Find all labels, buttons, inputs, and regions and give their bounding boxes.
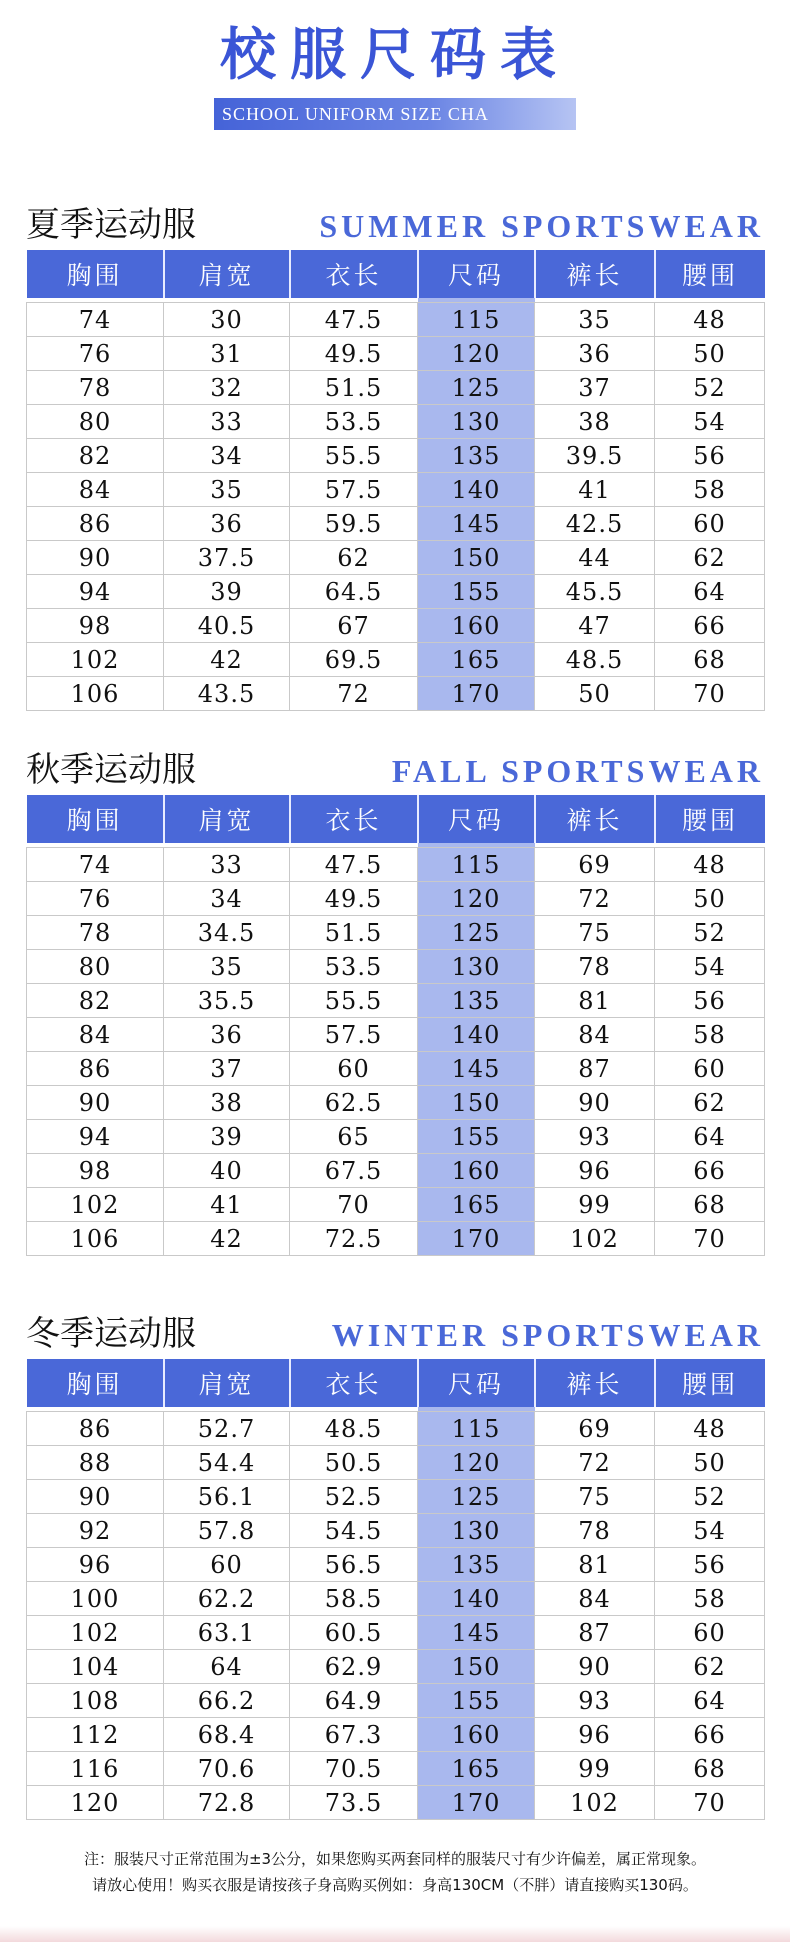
table-cell: 48 [655, 1412, 765, 1446]
table-cell: 69 [535, 848, 655, 882]
table-cell: 104 [27, 1650, 164, 1684]
table-cell: 102 [535, 1222, 655, 1256]
table-cell: 41 [535, 473, 655, 507]
column-header: 腰围 [655, 1359, 765, 1407]
column-header: 腰围 [655, 795, 765, 843]
table-row [27, 1154, 765, 1188]
table-cell: 37 [535, 371, 655, 405]
header [0, 23, 790, 130]
table-cell: 58 [655, 1018, 765, 1052]
table-cell: 70 [655, 1222, 765, 1256]
column-header: 肩宽 [164, 1359, 290, 1407]
table-cell: 64 [164, 1650, 290, 1684]
table-cell: 34.5 [164, 916, 290, 950]
table-cell: 86 [27, 1412, 164, 1446]
table-row [27, 507, 765, 541]
table-cell: 39.5 [535, 439, 655, 473]
table-cell: 80 [27, 405, 164, 439]
size-cell: 145 [418, 1616, 535, 1650]
table-cell: 86 [27, 1052, 164, 1086]
table-cell: 47.5 [290, 848, 418, 882]
column-header: 肩宽 [164, 795, 290, 843]
column-header: 衣长 [290, 250, 418, 298]
table-cell: 56 [655, 1548, 765, 1582]
table-cell: 35 [535, 303, 655, 337]
table-cell: 96 [535, 1718, 655, 1752]
table-cell: 53.5 [290, 950, 418, 984]
table-cell: 31 [164, 337, 290, 371]
table-cell: 50 [655, 337, 765, 371]
table-cell: 81 [535, 1548, 655, 1582]
table-cell: 96 [27, 1548, 164, 1582]
column-header: 尺码 [418, 1359, 535, 1407]
table-cell: 84 [535, 1018, 655, 1052]
table-cell: 87 [535, 1052, 655, 1086]
table-row [27, 1616, 765, 1650]
table-row [27, 439, 765, 473]
table-row [27, 1086, 765, 1120]
table-row [27, 473, 765, 507]
bottom-decoration [0, 1926, 790, 1942]
table-cell: 106 [27, 1222, 164, 1256]
table-row [27, 1718, 765, 1752]
column-header: 尺码 [418, 795, 535, 843]
table-cell: 98 [27, 1154, 164, 1188]
table-row [27, 848, 765, 882]
table-cell: 68 [655, 1752, 765, 1786]
table-cell: 72 [535, 1446, 655, 1480]
table-cell: 82 [27, 984, 164, 1018]
table-cell: 64.5 [290, 575, 418, 609]
table-row [27, 1684, 765, 1718]
table-cell: 74 [27, 303, 164, 337]
table-cell: 93 [535, 1684, 655, 1718]
table-cell: 56 [655, 439, 765, 473]
table-cell: 70 [655, 1786, 765, 1820]
table-row [27, 1548, 765, 1582]
table-cell: 52.7 [164, 1412, 290, 1446]
table-cell: 106 [27, 677, 164, 711]
table-cell: 53.5 [290, 405, 418, 439]
table-cell: 78 [535, 950, 655, 984]
table-cell: 88 [27, 1446, 164, 1480]
size-cell: 155 [418, 1684, 535, 1718]
size-cell: 125 [418, 371, 535, 405]
table-cell: 90 [535, 1086, 655, 1120]
table-cell: 72.8 [164, 1786, 290, 1820]
table-cell: 52 [655, 371, 765, 405]
table-cell: 62 [655, 1086, 765, 1120]
table-cell: 90 [535, 1650, 655, 1684]
table-cell: 60 [655, 1616, 765, 1650]
table-cell: 116 [27, 1752, 164, 1786]
size-cell: 125 [418, 916, 535, 950]
table-row [27, 1650, 765, 1684]
table-cell: 68 [655, 1188, 765, 1222]
size-cell: 160 [418, 1154, 535, 1188]
table-cell: 78 [27, 916, 164, 950]
table-row [27, 371, 765, 405]
table-cell: 100 [27, 1582, 164, 1616]
table-cell: 120 [27, 1786, 164, 1820]
size-cell: 155 [418, 1120, 535, 1154]
table-cell: 66 [655, 1718, 765, 1752]
table-cell: 70 [655, 677, 765, 711]
table-cell: 50 [535, 677, 655, 711]
table-cell: 48 [655, 303, 765, 337]
table-row [27, 1480, 765, 1514]
table-cell: 51.5 [290, 371, 418, 405]
note-line-1: 注：服装尺寸正常范围为±3公分，如果您购买两套同样的服装尺寸有少许偏差，属正常现象。 [83, 1850, 707, 1868]
table-cell: 51.5 [290, 916, 418, 950]
table-cell: 57.8 [164, 1514, 290, 1548]
table-row [27, 1052, 765, 1086]
note-line-2: 请放心使用！购买衣服是请按孩子身高购买例如：身高130CM（不胖）请直接购买130码。 [92, 1876, 698, 1894]
table-row [27, 1752, 765, 1786]
table-cell: 66 [655, 1154, 765, 1188]
table-cell: 90 [27, 1480, 164, 1514]
table-cell: 52 [655, 1480, 765, 1514]
table-cell: 40 [164, 1154, 290, 1188]
table-cell: 49.5 [290, 882, 418, 916]
table-cell: 58 [655, 473, 765, 507]
table-row [27, 1222, 765, 1256]
size-cell: 165 [418, 1752, 535, 1786]
size-section [26, 745, 764, 1256]
table-cell: 102 [27, 643, 164, 677]
table-cell: 84 [535, 1582, 655, 1616]
table-cell: 78 [27, 371, 164, 405]
section-header [26, 200, 764, 244]
table-cell: 57.5 [290, 473, 418, 507]
table-cell: 60 [290, 1052, 418, 1086]
size-cell: 160 [418, 1718, 535, 1752]
table-cell: 64 [655, 575, 765, 609]
size-cell: 130 [418, 950, 535, 984]
table-cell: 54 [655, 1514, 765, 1548]
size-cell: 170 [418, 1786, 535, 1820]
table-cell: 70.6 [164, 1752, 290, 1786]
table-row [27, 405, 765, 439]
table-cell: 86 [27, 507, 164, 541]
table-cell: 76 [27, 337, 164, 371]
table-cell: 69.5 [290, 643, 418, 677]
table-header-row [27, 1359, 765, 1407]
table-cell: 99 [535, 1752, 655, 1786]
table-header-row [27, 250, 765, 298]
table-cell: 82 [27, 439, 164, 473]
table-cell: 45.5 [535, 575, 655, 609]
table-cell: 94 [27, 1120, 164, 1154]
table-cell: 56 [655, 984, 765, 1018]
table-cell: 52 [655, 916, 765, 950]
table-cell: 68 [655, 643, 765, 677]
column-header: 衣长 [290, 795, 418, 843]
table-cell: 38 [535, 405, 655, 439]
table-cell: 69 [535, 1412, 655, 1446]
table-cell: 102 [27, 1188, 164, 1222]
table-row [27, 1582, 765, 1616]
size-cell: 170 [418, 1222, 535, 1256]
table-cell: 36 [535, 337, 655, 371]
table-row [27, 1514, 765, 1548]
table-cell: 48.5 [535, 643, 655, 677]
table-cell: 72.5 [290, 1222, 418, 1256]
column-header: 衣长 [290, 1359, 418, 1407]
table-cell: 44 [535, 541, 655, 575]
table-cell: 60 [164, 1548, 290, 1582]
table-cell: 60.5 [290, 1616, 418, 1650]
table-cell: 50 [655, 882, 765, 916]
table-cell: 56.1 [164, 1480, 290, 1514]
table-cell: 55.5 [290, 984, 418, 1018]
section-title-cn: 冬季运动服 [26, 1314, 196, 1354]
table-cell: 67.5 [290, 1154, 418, 1188]
table-cell: 98 [27, 609, 164, 643]
table-row [27, 950, 765, 984]
table-cell: 62.2 [164, 1582, 290, 1616]
table-cell: 42.5 [535, 507, 655, 541]
table-cell: 52.5 [290, 1480, 418, 1514]
section-title-en: SUMMER SPORTSWEAR [319, 208, 764, 244]
section-header [26, 745, 764, 789]
size-cell: 120 [418, 337, 535, 371]
page-subtitle: SCHOOL UNIFORM SIZE CHA [214, 98, 576, 130]
size-cell: 120 [418, 1446, 535, 1480]
column-header: 胸围 [27, 1359, 164, 1407]
table-cell: 37 [164, 1052, 290, 1086]
table-cell: 75 [535, 916, 655, 950]
column-header: 裤长 [535, 250, 655, 298]
table-cell: 62 [655, 541, 765, 575]
table-cell: 74 [27, 848, 164, 882]
table-cell: 67 [290, 609, 418, 643]
table-cell: 35 [164, 473, 290, 507]
table-cell: 75 [535, 1480, 655, 1514]
size-cell: 130 [418, 1514, 535, 1548]
size-cell: 170 [418, 677, 535, 711]
table-cell: 72 [290, 677, 418, 711]
column-header: 尺码 [418, 250, 535, 298]
table-cell: 37.5 [164, 541, 290, 575]
size-cell: 115 [418, 1412, 535, 1446]
table-cell: 58 [655, 1582, 765, 1616]
table-cell: 36 [164, 507, 290, 541]
size-cell: 140 [418, 473, 535, 507]
table-cell: 64 [655, 1120, 765, 1154]
table-cell: 33 [164, 405, 290, 439]
table-cell: 50 [655, 1446, 765, 1480]
section-title-cn: 夏季运动服 [26, 205, 196, 245]
table-cell: 32 [164, 371, 290, 405]
table-cell: 70.5 [290, 1752, 418, 1786]
section-title-en: FALL SPORTSWEAR [391, 753, 764, 789]
table-cell: 39 [164, 1120, 290, 1154]
table-cell: 64.9 [290, 1684, 418, 1718]
table-cell: 43.5 [164, 677, 290, 711]
size-cell: 115 [418, 303, 535, 337]
table-row [27, 1446, 765, 1480]
table-cell: 70 [290, 1188, 418, 1222]
table-cell: 84 [27, 473, 164, 507]
size-cell: 150 [418, 1086, 535, 1120]
table-row [27, 882, 765, 916]
size-cell: 135 [418, 1548, 535, 1582]
size-cell: 165 [418, 643, 535, 677]
table-cell: 30 [164, 303, 290, 337]
table-cell: 99 [535, 1188, 655, 1222]
size-section [26, 1309, 764, 1820]
table-row [27, 984, 765, 1018]
size-cell: 145 [418, 507, 535, 541]
size-cell: 155 [418, 575, 535, 609]
size-cell: 120 [418, 882, 535, 916]
table-row [27, 643, 765, 677]
table-row [27, 677, 765, 711]
column-header: 胸围 [27, 795, 164, 843]
table-row [27, 1412, 765, 1446]
table-cell: 54 [655, 950, 765, 984]
table-cell: 40.5 [164, 609, 290, 643]
table-row [27, 1188, 765, 1222]
table-cell: 73.5 [290, 1786, 418, 1820]
table-cell: 59.5 [290, 507, 418, 541]
table-cell: 68.4 [164, 1718, 290, 1752]
table-cell: 49.5 [290, 337, 418, 371]
table-row [27, 1786, 765, 1820]
table-cell: 42 [164, 643, 290, 677]
table-cell: 72 [535, 882, 655, 916]
size-note [0, 1846, 790, 1898]
section-title-en: WINTER SPORTSWEAR [331, 1317, 764, 1353]
table-row [27, 337, 765, 371]
section-header [26, 1309, 764, 1353]
size-cell: 165 [418, 1188, 535, 1222]
table-row [27, 609, 765, 643]
size-cell: 115 [418, 848, 535, 882]
table-cell: 63.1 [164, 1616, 290, 1650]
table-cell: 34 [164, 439, 290, 473]
table-cell: 84 [27, 1018, 164, 1052]
table-cell: 66.2 [164, 1684, 290, 1718]
column-header: 裤长 [535, 1359, 655, 1407]
table-cell: 81 [535, 984, 655, 1018]
table-cell: 90 [27, 1086, 164, 1120]
table-cell: 57.5 [290, 1018, 418, 1052]
table-row [27, 303, 765, 337]
table-cell: 90 [27, 541, 164, 575]
page-title: 校服尺码表 [220, 23, 570, 88]
table-cell: 78 [535, 1514, 655, 1548]
table-cell: 62.5 [290, 1086, 418, 1120]
table-cell: 58.5 [290, 1582, 418, 1616]
table-cell: 41 [164, 1188, 290, 1222]
table-cell: 47.5 [290, 303, 418, 337]
size-table [26, 250, 765, 711]
table-cell: 38 [164, 1086, 290, 1120]
table-cell: 102 [535, 1786, 655, 1820]
size-cell: 160 [418, 609, 535, 643]
table-row [27, 1018, 765, 1052]
table-cell: 48 [655, 848, 765, 882]
table-cell: 48.5 [290, 1412, 418, 1446]
table-cell: 56.5 [290, 1548, 418, 1582]
size-cell: 140 [418, 1018, 535, 1052]
table-cell: 47 [535, 609, 655, 643]
table-cell: 87 [535, 1616, 655, 1650]
size-cell: 150 [418, 541, 535, 575]
column-header: 裤长 [535, 795, 655, 843]
table-cell: 54 [655, 405, 765, 439]
table-cell: 54.4 [164, 1446, 290, 1480]
table-cell: 67.3 [290, 1718, 418, 1752]
section-title-cn: 秋季运动服 [26, 750, 196, 790]
table-cell: 66 [655, 609, 765, 643]
table-cell: 60 [655, 1052, 765, 1086]
table-cell: 112 [27, 1718, 164, 1752]
table-cell: 54.5 [290, 1514, 418, 1548]
table-cell: 39 [164, 575, 290, 609]
table-cell: 60 [655, 507, 765, 541]
size-cell: 140 [418, 1582, 535, 1616]
table-row [27, 916, 765, 950]
column-header: 肩宽 [164, 250, 290, 298]
table-cell: 80 [27, 950, 164, 984]
size-cell: 150 [418, 1650, 535, 1684]
size-table [26, 795, 765, 1256]
table-cell: 35 [164, 950, 290, 984]
table-cell: 64 [655, 1684, 765, 1718]
size-cell: 145 [418, 1052, 535, 1086]
table-row [27, 575, 765, 609]
table-cell: 65 [290, 1120, 418, 1154]
table-cell: 34 [164, 882, 290, 916]
size-cell: 130 [418, 405, 535, 439]
size-cell: 125 [418, 1480, 535, 1514]
table-row [27, 541, 765, 575]
size-cell: 135 [418, 439, 535, 473]
table-cell: 50.5 [290, 1446, 418, 1480]
table-cell: 42 [164, 1222, 290, 1256]
table-header-row [27, 795, 765, 843]
table-cell: 108 [27, 1684, 164, 1718]
size-table [26, 1359, 765, 1820]
column-header: 胸围 [27, 250, 164, 298]
table-cell: 102 [27, 1616, 164, 1650]
table-cell: 62 [290, 541, 418, 575]
size-cell: 135 [418, 984, 535, 1018]
size-section [26, 200, 764, 711]
table-cell: 62.9 [290, 1650, 418, 1684]
table-cell: 36 [164, 1018, 290, 1052]
table-row [27, 1120, 765, 1154]
table-cell: 93 [535, 1120, 655, 1154]
table-cell: 35.5 [164, 984, 290, 1018]
table-cell: 92 [27, 1514, 164, 1548]
table-cell: 76 [27, 882, 164, 916]
table-cell: 96 [535, 1154, 655, 1188]
table-cell: 55.5 [290, 439, 418, 473]
column-header: 腰围 [655, 250, 765, 298]
table-cell: 94 [27, 575, 164, 609]
table-cell: 62 [655, 1650, 765, 1684]
table-cell: 33 [164, 848, 290, 882]
